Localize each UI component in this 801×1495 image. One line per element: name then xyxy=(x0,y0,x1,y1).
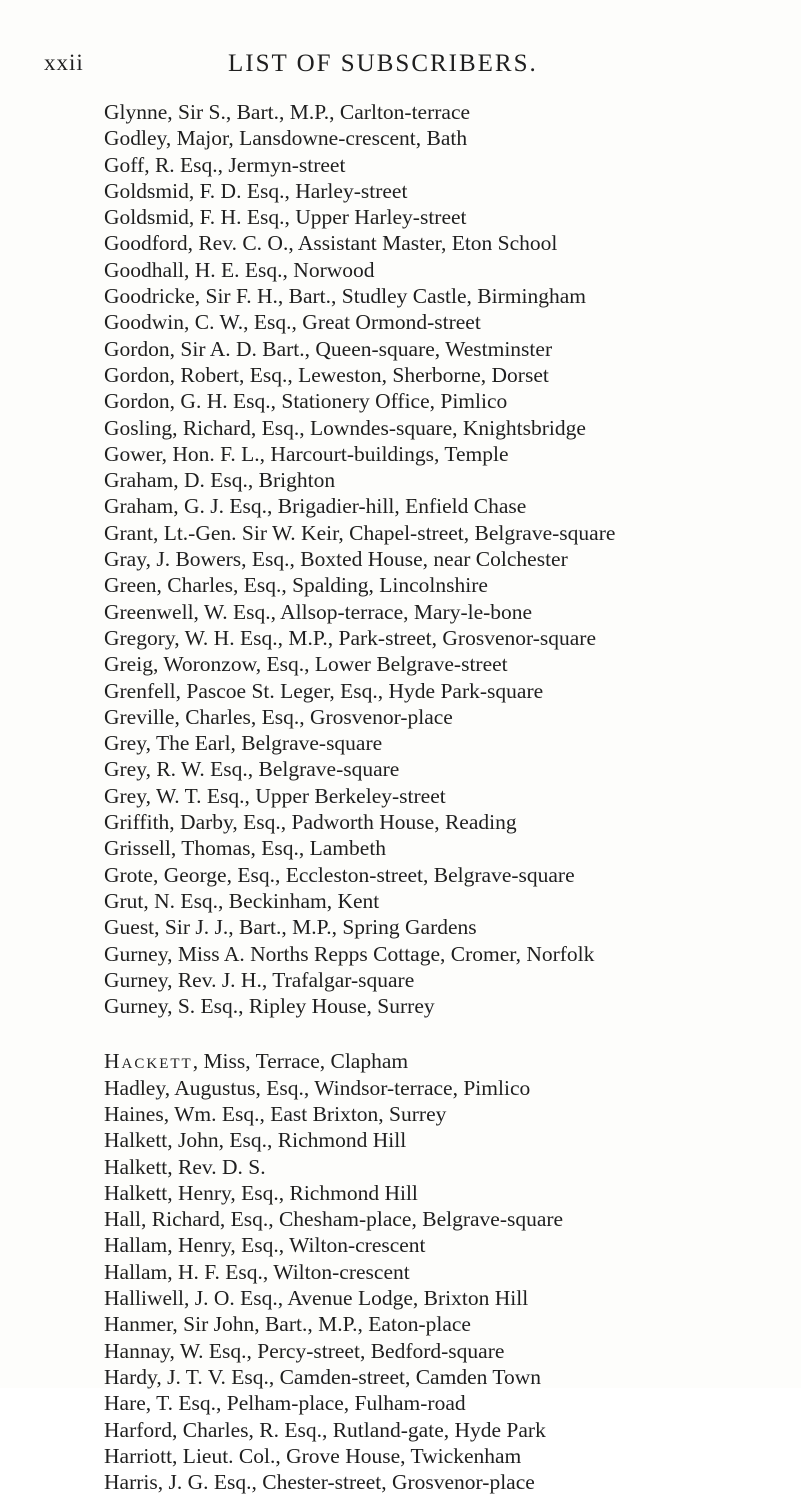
subscriber-entry: Grenfell, Pascoe St. Leger, Esq., Hyde Park-square xyxy=(104,678,544,703)
subscriber-entry: Grey, R. W. Esq., Belgrave-square xyxy=(104,757,400,782)
subscriber-entry: Hallam, H. F. Esq., Wilton-crescent xyxy=(104,1259,410,1284)
subscriber-entry: Glynne, Sir S., Bart., M.P., Carlton-terrace xyxy=(104,100,471,124)
subscriber-entry: Harriott, Lieut. Col., Grove House, Twickenham xyxy=(104,1443,522,1468)
subscriber-entry: Graham, D. Esq., Brighton xyxy=(104,468,336,493)
subscriber-entry: Greig, Woronzow, Esq., Lower Belgrave-street xyxy=(104,652,508,677)
subscriber-entry: Guest, Sir J. J., Bart., M.P., Spring Gardens xyxy=(104,915,477,940)
subscriber-entry: Grey, The Earl, Belgrave-square xyxy=(104,731,383,756)
subscriber-entry: Gurney, Rev. J. H., Trafalgar-square xyxy=(104,967,415,992)
running-title: LIST OF SUBSCRIBERS. xyxy=(228,50,538,77)
subscriber-entry: Green, Charles, Esq., Spalding, Lincolnshire xyxy=(104,573,488,598)
subscriber-entry: Gordon, G. H. Esq., Stationery Office, Pimlico xyxy=(104,389,508,414)
subscriber-entry: Hallam, Henry, Esq., Wilton-crescent xyxy=(104,1233,426,1258)
subscriber-entry: Gordon, Sir A. D. Bart., Queen-square, Westminster xyxy=(104,336,553,361)
subscriber-entry-first-h xyxy=(104,1048,794,1074)
subscriber-entry: Gosling, Richard, Esq., Lowndes-square, Knightsbridge xyxy=(104,415,586,440)
subscriber-entry: Hall, Richard, Esq., Chesham-place, Belgrave-square xyxy=(104,1207,564,1232)
subscriber-entry: Greenwell, W. Esq., Allsop-terrace, Mary-le-bone xyxy=(104,599,533,624)
subscriber-entry: Halkett, Rev. D. S. xyxy=(104,1154,266,1179)
subscriber-entry: Goldsmid, F. D. Esq., Harley-street xyxy=(104,178,408,203)
subscriber-entry: Goldsmid, F. H. Esq., Upper Harley-street xyxy=(104,205,467,230)
subscriber-entry: Grant, Lt.-Gen. Sir W. Keir, Chapel-street, Belgrave-square xyxy=(104,520,616,545)
subscriber-name-smallcaps: Hackett xyxy=(104,1049,193,1074)
page-header xyxy=(0,50,801,90)
subscriber-entry: Hare, T. Esq., Pelham-place, Fulham-road xyxy=(104,1391,466,1416)
subscriber-entry: Hannay, W. Esq., Percy-street, Bedford-square xyxy=(104,1338,505,1363)
subscriber-entry: Godley, Major, Lansdowne-crescent, Bath xyxy=(104,126,468,151)
subscriber-entry: Harris, J. G. Esq., Chester-street, Grosvenor-place xyxy=(104,1470,535,1495)
subscriber-entry: Grut, N. Esq., Beckinham, Kent xyxy=(104,888,380,913)
subscriber-entry: Halkett, Henry, Esq., Richmond Hill xyxy=(104,1180,418,1205)
subscriber-entry: Grey, W. T. Esq., Upper Berkeley-street xyxy=(104,783,446,808)
subscriber-entry: Haines, Wm. Esq., East Brixton, Surrey xyxy=(104,1101,447,1126)
page-number: xxii xyxy=(44,50,84,75)
subscriber-list xyxy=(104,99,794,1495)
section-divider xyxy=(104,1019,794,1048)
subscriber-entry: Grote, George, Esq., Eccleston-street, Belgrave-square xyxy=(104,862,575,887)
subscriber-entry: Hanmer, Sir John, Bart., M.P., Eaton-place xyxy=(104,1312,471,1337)
subscriber-entry: Halliwell, J. O. Esq., Avenue Lodge, Brixton Hill xyxy=(104,1286,529,1311)
subscriber-entry: Hadley, Augustus, Esq., Windsor-terrace, Pimlico xyxy=(104,1075,531,1100)
subscriber-entry: Goodricke, Sir F. H., Bart., Studley Castle, Birmingham xyxy=(104,284,586,309)
subscriber-entry: Gurney, S. Esq., Ripley House, Surrey xyxy=(104,994,435,1019)
subscriber-entry: Gray, J. Bowers, Esq., Boxted House, near Colchester xyxy=(104,547,568,572)
subscriber-entry: Gower, Hon. F. L., Harcourt-buildings, Temple xyxy=(104,441,509,466)
subscriber-entry: Gregory, W. H. Esq., M.P., Park-street, Grosvenor-square xyxy=(104,625,596,650)
subscriber-entry: Harford, Charles, R. Esq., Rutland-gate, Hyde Park xyxy=(104,1417,546,1442)
subscriber-entry-rest: , Miss, Terrace, Clapham xyxy=(192,1049,409,1074)
subscriber-entry: Goodford, Rev. C. O., Assistant Master, Eton School xyxy=(104,231,558,256)
subscriber-entry: Greville, Charles, Esq., Grosvenor-place xyxy=(104,704,453,729)
subscriber-entry: Goff, R. Esq., Jermyn-street xyxy=(104,152,346,177)
subscriber-entry: Goodwin, C. W., Esq., Great Ormond-street xyxy=(104,310,481,335)
subscriber-entry: Graham, G. J. Esq., Brigadier-hill, Enfield Chase xyxy=(104,494,527,519)
subscriber-entry: Halkett, John, Esq., Richmond Hill xyxy=(104,1128,407,1153)
subscriber-entry: Griffith, Darby, Esq., Padworth House, Reading xyxy=(104,810,517,835)
subscriber-entry: Goodhall, H. E. Esq., Norwood xyxy=(104,257,375,282)
subscriber-entry: Hardy, J. T. V. Esq., Camden-street, Camden Town xyxy=(104,1364,542,1389)
subscriber-entry: Gordon, Robert, Esq., Leweston, Sherborne, Dorset xyxy=(104,362,549,387)
subscriber-entry: Grissell, Thomas, Esq., Lambeth xyxy=(104,836,387,861)
subscriber-entry: Gurney, Miss A. Norths Repps Cottage, Cromer, Norfolk xyxy=(104,941,595,966)
